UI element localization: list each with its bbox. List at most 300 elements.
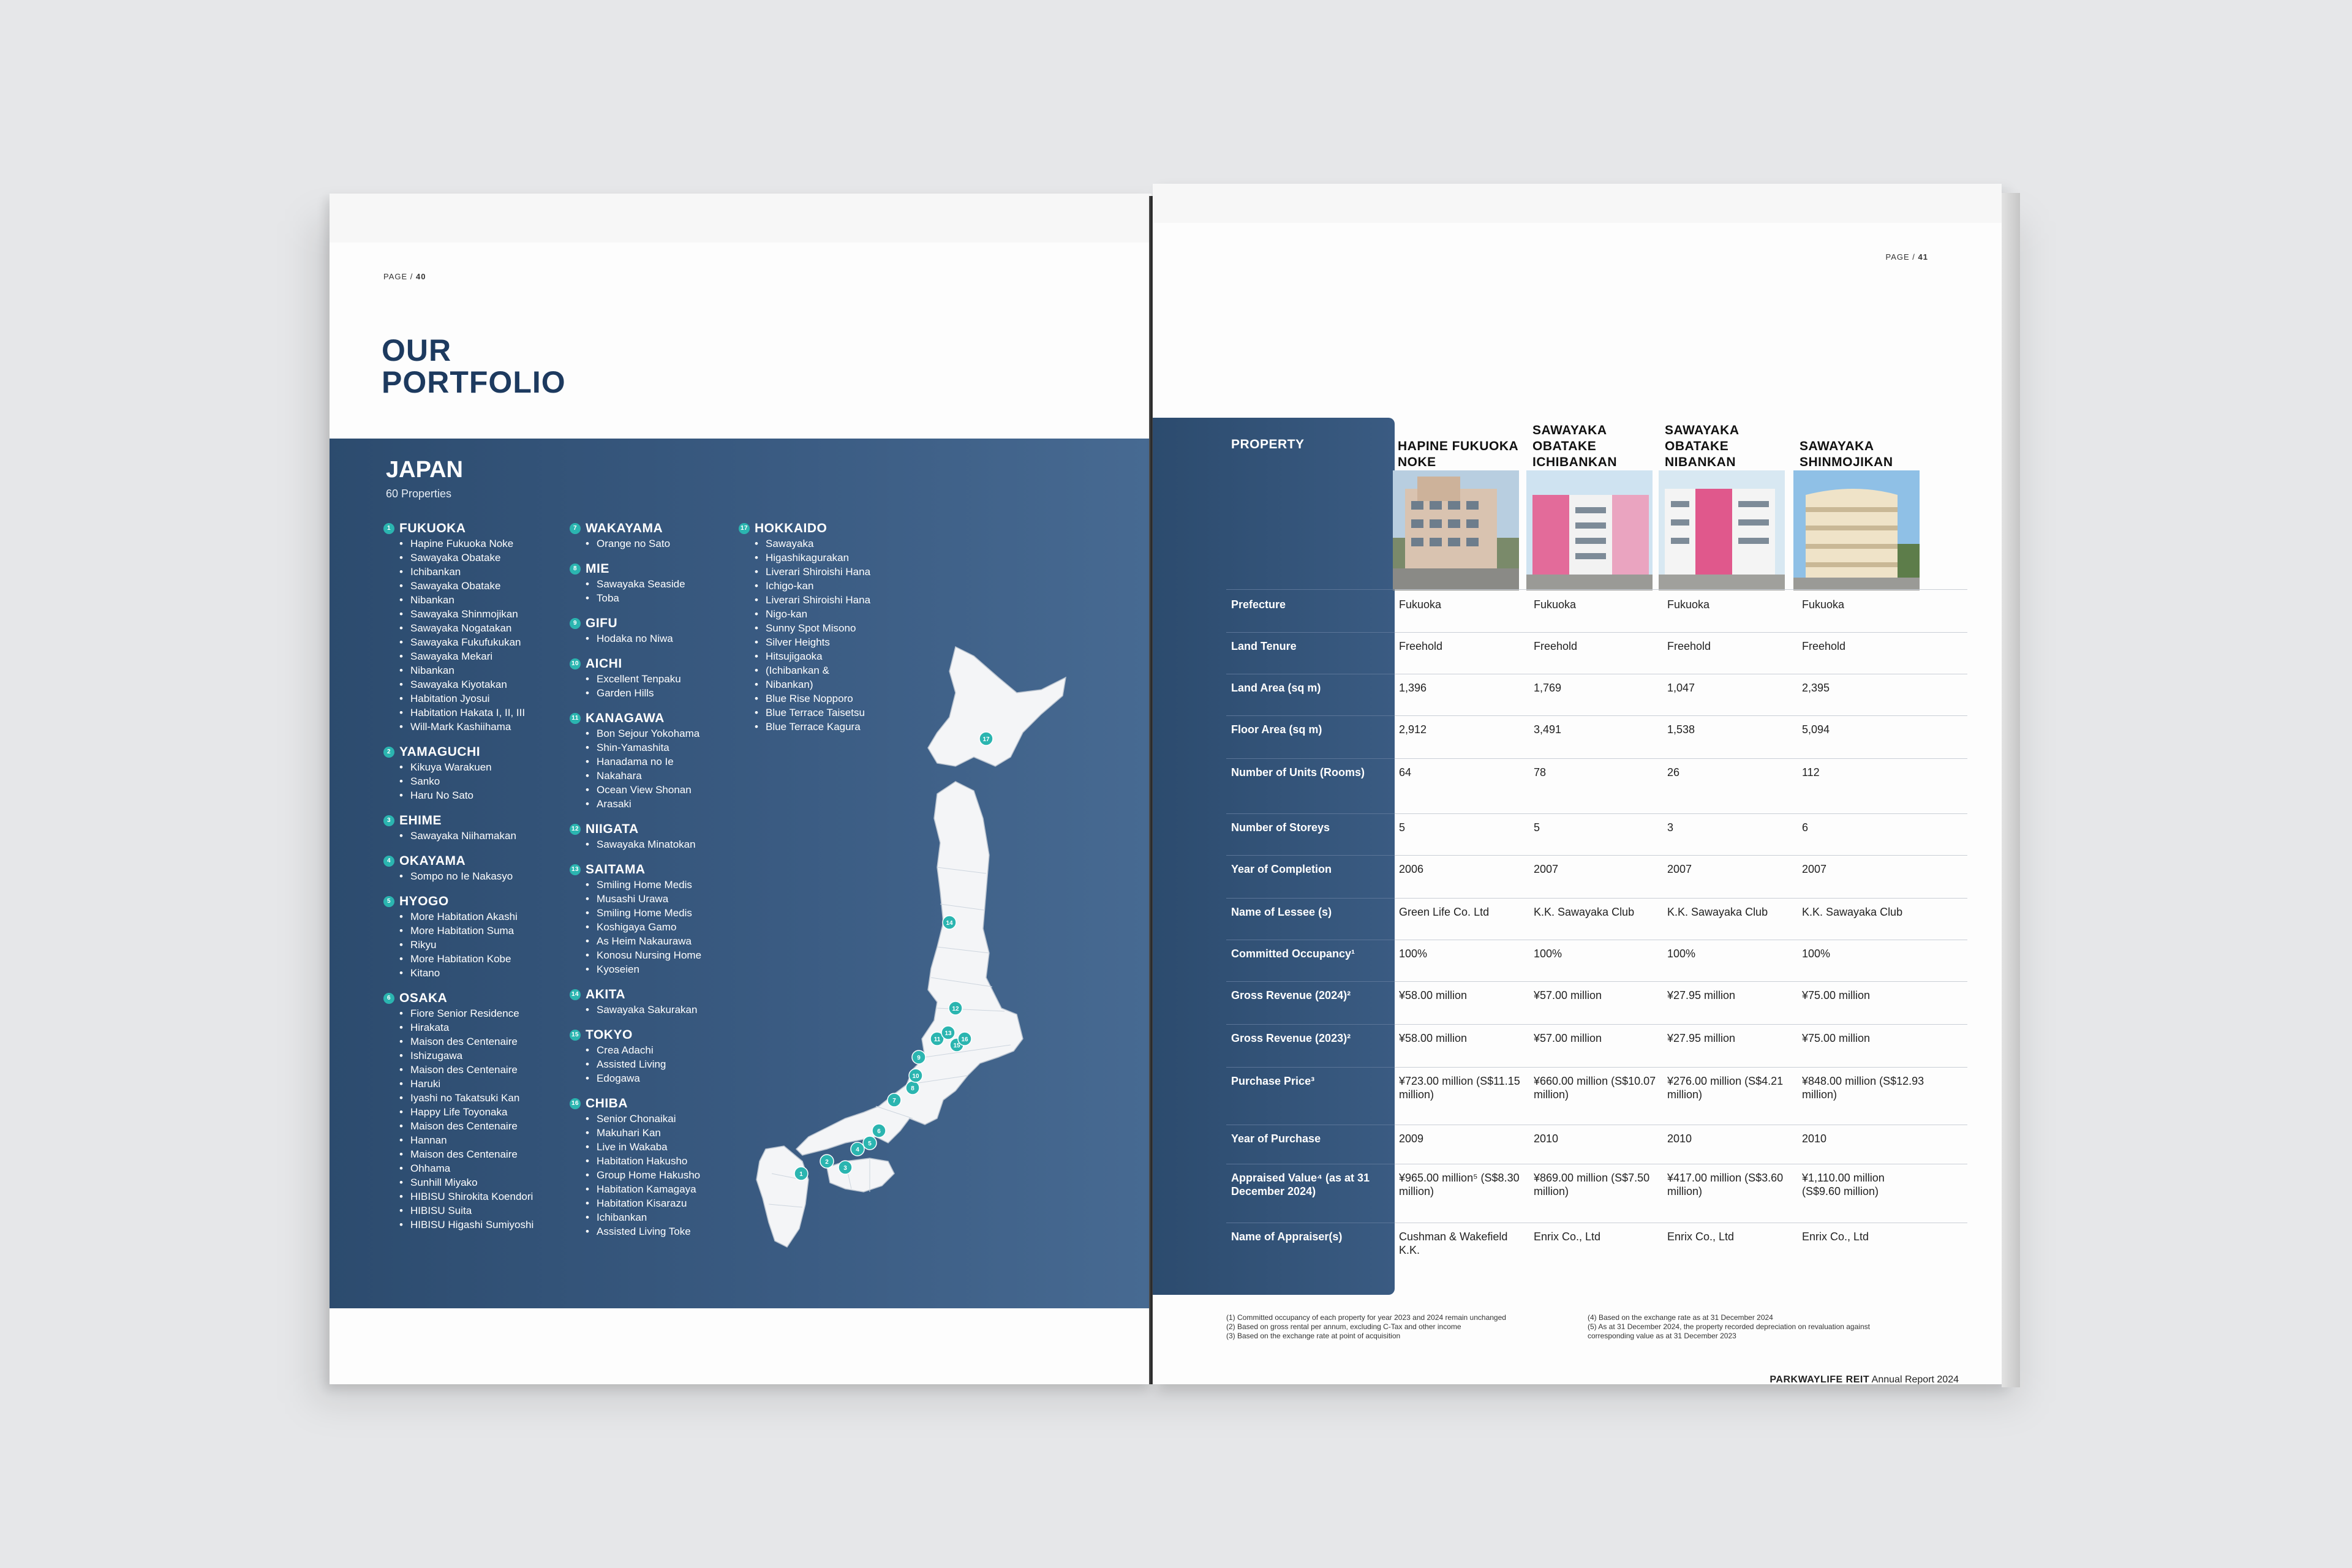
property-list-item: • Ishizugawa	[399, 1049, 567, 1063]
property-list	[399, 869, 567, 883]
table-cell: ¥27.95 million	[1667, 989, 1736, 1001]
region-name: NIIGATA	[586, 822, 639, 836]
table-cell: ¥57.00 million	[1534, 1032, 1602, 1044]
property-list-item: • Hapine Fukuoka Noke	[399, 537, 567, 551]
map-marker-number: 7	[892, 1098, 896, 1104]
property-list-item: • Sawayaka Shinmojikan	[399, 607, 567, 621]
table-cell: K.K. Sawayaka Club	[1534, 906, 1635, 918]
table-cell: 2,912	[1399, 723, 1427, 736]
region-block	[383, 813, 567, 843]
property-list-item: • Makuhari Kan	[586, 1126, 747, 1140]
region-number-badge: 4	[383, 856, 394, 867]
map-marker	[888, 1093, 901, 1107]
map-marker	[912, 1050, 925, 1064]
row-label: Land Tenure	[1231, 640, 1297, 652]
row-label: Purchase Price³	[1231, 1075, 1315, 1087]
map-marker-number: 2	[825, 1159, 829, 1166]
region-number-badge: 16	[570, 1098, 581, 1109]
region-block	[570, 562, 747, 605]
region-number-badge: 10	[570, 658, 581, 669]
row-divider	[1395, 981, 1967, 982]
property-list-item: • HIBISU Higashi Sumiyoshi	[399, 1218, 567, 1232]
report-brand: PARKWAYLIFE REIT Annual Report 2024	[1770, 1374, 1959, 1384]
property-list-item: • Nakahara	[586, 769, 747, 783]
table-cell: K.K. Sawayaka Club	[1802, 906, 1903, 918]
map-marker	[794, 1167, 808, 1180]
table-cell: Fukuoka	[1802, 598, 1845, 611]
row-divider	[1395, 1024, 1967, 1025]
region-number-badge: 3	[383, 815, 394, 826]
table-cell: ¥660.00 million (S$10.07 million)	[1534, 1075, 1656, 1101]
region-block	[570, 616, 747, 646]
property-list-item: • Musashi Urawa	[586, 892, 747, 906]
right-page	[1153, 184, 2002, 1384]
table-cell: 64	[1399, 766, 1412, 778]
map-marker-number: 1	[799, 1171, 803, 1178]
row-label: Gross Revenue (2023)²	[1231, 1032, 1351, 1044]
table-cell: Freehold	[1399, 640, 1443, 652]
property-list-item: • Smiling Home Medis	[586, 906, 747, 920]
map-marker	[872, 1124, 886, 1137]
region-block	[570, 987, 747, 1017]
property-photo-1	[1393, 470, 1519, 590]
table-cell: 100%	[1802, 948, 1831, 960]
region-number-badge: 2	[383, 747, 394, 758]
property-list-item: • Assisted Living Toke	[586, 1224, 747, 1238]
map-marker-number: 17	[982, 736, 990, 743]
map-marker	[906, 1081, 919, 1095]
region-name: YAMAGUCHI	[399, 745, 481, 759]
property-list-item: • Shin-Yamashita	[586, 741, 747, 755]
property-list-item: • Happy Life Toyonaka	[399, 1105, 567, 1119]
property-list-item: • Sawayaka	[755, 537, 916, 551]
property-list-item: • Sawayaka Kiyotakan	[399, 677, 567, 692]
property-list-item: • Assisted Living	[586, 1057, 747, 1071]
property-list-item: • Crea Adachi	[586, 1043, 747, 1057]
row-divider	[1395, 855, 1967, 856]
region-block	[383, 991, 567, 1232]
region-number-badge: 13	[570, 864, 581, 875]
region-heading	[383, 813, 567, 827]
map-marker-number: 3	[843, 1165, 847, 1172]
region-name: OKAYAMA	[399, 854, 466, 868]
property-list	[586, 631, 747, 646]
table-cell: Enrix Co., Ltd	[1667, 1231, 1735, 1243]
row-divider	[1226, 715, 1395, 716]
row-divider	[1226, 981, 1395, 982]
table-cell: 2006	[1399, 863, 1424, 875]
row-label: Year of Completion	[1231, 863, 1332, 875]
table-cell: ¥75.00 million	[1802, 1032, 1871, 1044]
region-block	[570, 657, 747, 700]
table-cell: 112	[1802, 766, 1820, 778]
footnotes-left	[1226, 1313, 1506, 1341]
table-cell: 2010	[1802, 1133, 1827, 1145]
property-list	[586, 726, 747, 811]
region-name: GIFU	[586, 616, 618, 630]
table-cell: 2007	[1534, 863, 1559, 875]
row-divider	[1395, 758, 1967, 759]
region-name: TOKYO	[586, 1028, 633, 1042]
region-number-badge: 9	[570, 618, 581, 629]
row-divider	[1395, 1067, 1967, 1068]
property-list-item: • Sawayaka Obatake	[399, 579, 567, 593]
region-name: CHIBA	[586, 1096, 628, 1110]
property-list-item: • HIBISU Shirokita Koendori	[399, 1189, 567, 1204]
region-name: OSAKA	[399, 991, 448, 1005]
row-divider	[1226, 898, 1395, 899]
property-list-item: • Nibankan	[399, 663, 567, 677]
property-photo-2	[1526, 470, 1653, 590]
property-list-item: • Arasaki	[586, 797, 747, 811]
property-list-item: • More Habitation Akashi	[399, 910, 567, 924]
table-cell: Green Life Co. Ltd	[1399, 906, 1490, 918]
property-list-item: • Sawayaka Obatake	[399, 551, 567, 565]
map-marker	[863, 1136, 876, 1150]
property-list-item: • Sunny Spot Misono	[755, 621, 916, 635]
region-heading	[570, 657, 747, 671]
property-list-item: • Maison des Centenaire	[399, 1119, 567, 1133]
property-list	[399, 537, 567, 734]
table-cell: 2010	[1667, 1133, 1692, 1145]
property-list-item: • More Habitation Suma	[399, 924, 567, 938]
property-list-item: • Kitano	[399, 966, 567, 980]
region-name: EHIME	[399, 813, 442, 827]
map-marker	[943, 916, 956, 929]
property-list-item: • Orange no Sato	[586, 537, 747, 551]
map-marker	[820, 1155, 834, 1168]
table-cell: ¥848.00 million (S$12.93 million)	[1802, 1075, 1924, 1101]
region-number-badge: 5	[383, 896, 394, 907]
region-number-badge: 1	[383, 523, 394, 534]
map-marker	[949, 1001, 962, 1015]
page-title: OUR PORTFOLIO	[382, 333, 566, 399]
region-heading	[383, 854, 567, 868]
table-cell: ¥27.95 million	[1667, 1032, 1736, 1044]
region-name: KANAGAWA	[586, 711, 665, 725]
region-block	[570, 862, 747, 976]
property-name-2: SAWAYAKA OBATAKE ICHIBANKAN	[1532, 423, 1617, 469]
property-list-item: • Ohhama	[399, 1161, 567, 1175]
property-name-4: SAWAYAKA SHINMOJIKAN	[1800, 439, 1893, 469]
footnote: (2) Based on gross rental per annum, excluding C-Tax and other income	[1226, 1322, 1461, 1331]
property-list-item: • Habitation Kisarazu	[586, 1196, 747, 1210]
table-cell: Cushman & Wakefield K.K.	[1399, 1231, 1508, 1256]
region-heading	[739, 521, 916, 535]
property-list-item: • Sawayaka Minatokan	[586, 837, 747, 851]
region-number-badge: 6	[383, 993, 394, 1004]
footnote: (3) Based on the exchange rate at point of acquisition	[1226, 1332, 1401, 1340]
table-cell: 6	[1802, 821, 1809, 834]
row-divider	[1226, 758, 1395, 759]
property-list-item: • Liverari Shiroishi Hana	[755, 565, 916, 579]
region-number-badge: 7	[570, 523, 581, 534]
table-cell: ¥57.00 million	[1534, 989, 1602, 1001]
property-list	[586, 537, 747, 551]
table-cell: 2007	[1802, 863, 1827, 875]
property-list	[586, 1003, 747, 1017]
property-list-item: • Hannan	[399, 1133, 567, 1147]
row-divider	[1226, 1067, 1395, 1068]
table-cell: ¥276.00 million (S$4.21 million)	[1667, 1075, 1784, 1101]
region-block	[383, 894, 567, 980]
region-heading	[570, 1028, 747, 1042]
property-name-1: HAPINE FUKUOKA NOKE	[1398, 439, 1518, 469]
region-heading	[383, 991, 567, 1005]
property-list-item: • Habitation Kamagaya	[586, 1182, 747, 1196]
region-heading	[383, 894, 567, 908]
region-number-badge: 12	[570, 824, 581, 835]
footnote: (5) As at 31 December 2024, the property recorded depreciation on revaluation against	[1588, 1322, 1870, 1331]
property-list-item: • Kikuya Warakuen	[399, 760, 567, 774]
left-page	[330, 194, 1152, 1384]
region-block	[383, 521, 567, 734]
region-name: SAITAMA	[586, 862, 646, 876]
table-cell: ¥965.00 million⁵ (S$8.30 million)	[1399, 1172, 1520, 1197]
region-block	[570, 822, 747, 851]
row-label: Appraised Value⁴ (as at 31 December 2024)	[1231, 1172, 1370, 1197]
region-heading	[570, 822, 747, 836]
property-list-item: • Sunhill Miyako	[399, 1175, 567, 1189]
map-marker-number: 6	[877, 1128, 881, 1135]
table-cell: 3,491	[1534, 723, 1562, 736]
property-list-item: • More Habitation Kobe	[399, 952, 567, 966]
row-divider	[1395, 715, 1967, 716]
region-number-badge: 15	[570, 1030, 581, 1041]
property-column-label: PROPERTY	[1231, 437, 1305, 451]
property-list-item: • Blue Terrace Taisetsu	[755, 706, 916, 720]
footnote: (1) Committed occupancy of each property for year 2023 and 2024 remain unchanged	[1226, 1313, 1506, 1322]
row-divider	[1395, 632, 1967, 633]
property-list-item: • Blue Rise Nopporo	[755, 692, 916, 706]
table-cell: 5,094	[1802, 723, 1830, 736]
property-list-item: • Hanadama no Ie	[586, 755, 747, 769]
table-cell: 100%	[1534, 948, 1562, 960]
region-heading	[570, 562, 747, 576]
property-list-item: • Will-Mark Kashiihama	[399, 720, 567, 734]
page-edge	[2002, 193, 2020, 1387]
row-divider	[1395, 813, 1967, 814]
map-marker-number: 14	[946, 920, 953, 927]
property-list-item: • Iyashi no Takatsuki Kan	[399, 1091, 567, 1105]
country-title: JAPAN	[386, 457, 463, 483]
table-cell: 3	[1667, 821, 1674, 834]
table-cell: Fukuoka	[1399, 598, 1442, 611]
table-cell: Freehold	[1667, 640, 1711, 652]
property-list-item: • Ocean View Shonan	[586, 783, 747, 797]
property-list-item: • Higashikagurakan	[755, 551, 916, 565]
table-cell: Fukuoka	[1534, 598, 1577, 611]
right-sheet	[1153, 223, 2002, 1384]
left-sheet	[330, 243, 1152, 1384]
page-number-left: PAGE / 40	[383, 272, 426, 281]
property-list	[586, 577, 747, 605]
row-label: Floor Area (sq m)	[1231, 723, 1322, 736]
table-cell: Freehold	[1802, 640, 1846, 652]
japan-panel	[330, 439, 1152, 1308]
footnotes-right	[1588, 1313, 1870, 1341]
row-label: Number of Units (Rooms)	[1231, 766, 1365, 778]
table-cell: 2010	[1534, 1133, 1559, 1145]
row-label: Prefecture	[1231, 598, 1286, 611]
footnote: (4) Based on the exchange rate as at 31 December 2024	[1588, 1313, 1773, 1322]
region-heading	[570, 987, 747, 1001]
region-number-badge: 14	[570, 989, 581, 1000]
row-label: Gross Revenue (2024)²	[1231, 989, 1351, 1001]
property-list-item: • Sompo no Ie Nakasyo	[399, 869, 567, 883]
region-name: WAKAYAMA	[586, 521, 663, 535]
property-list-item: • Hitsujigaoka	[755, 649, 916, 663]
property-list-item: • Rikyu	[399, 938, 567, 952]
table-cell: 5	[1534, 821, 1540, 834]
map-marker-number: 10	[912, 1073, 919, 1080]
table-cell: K.K. Sawayaka Club	[1667, 906, 1768, 918]
table-cell: Enrix Co., Ltd	[1534, 1231, 1601, 1243]
region-block	[570, 521, 747, 551]
row-divider	[1226, 589, 1395, 590]
property-list	[399, 829, 567, 843]
footnote: corresponding value as at 31 December 2023	[1588, 1332, 1736, 1340]
property-list-item: • Sawayaka Nogatakan	[399, 621, 567, 635]
map-marker	[958, 1032, 971, 1046]
table-cell: Fukuoka	[1667, 598, 1710, 611]
row-divider	[1226, 1024, 1395, 1025]
region-name: AKITA	[586, 987, 626, 1001]
property-list-item: • Fiore Senior Residence	[399, 1006, 567, 1020]
row-divider	[1395, 898, 1967, 899]
property-list-item: • Sawayaka Sakurakan	[586, 1003, 747, 1017]
property-list	[399, 760, 567, 802]
property-list-item: • Toba	[586, 591, 747, 605]
table-cell: 1,396	[1399, 682, 1427, 694]
table-cell: Freehold	[1534, 640, 1578, 652]
region-heading	[383, 745, 567, 759]
property-list-item: • Garden Hills	[586, 686, 747, 700]
property-list	[399, 1006, 567, 1232]
region-number-badge: 17	[739, 523, 750, 534]
region-number-badge: 11	[570, 713, 581, 724]
row-label: Year of Purchase	[1231, 1133, 1321, 1145]
property-list-item: • Maison des Centenaire	[399, 1035, 567, 1049]
property-list-item: • Silver Heights	[755, 635, 916, 649]
property-photo-4	[1793, 470, 1920, 590]
property-list-item: • Hirakata	[399, 1020, 567, 1035]
table-cell: ¥75.00 million	[1802, 989, 1871, 1001]
region-heading	[570, 862, 747, 876]
table-cell: ¥417.00 million (S$3.60 million)	[1667, 1172, 1784, 1197]
property-list-item: • Nigo-kan	[755, 607, 916, 621]
property-list-item: • Habitation Hakata I, II, III	[399, 706, 567, 720]
property-list	[586, 878, 747, 976]
property-list-item: • Haruki	[399, 1077, 567, 1091]
row-label: Name of Lessee (s)	[1231, 906, 1332, 918]
property-list-item: • Bon Sejour Yokohama	[586, 726, 747, 741]
map-marker-number: 8	[911, 1085, 914, 1092]
region-name: MIE	[586, 562, 609, 576]
map-marker-number: 5	[868, 1140, 872, 1147]
table-cell: 2009	[1399, 1133, 1424, 1145]
map-marker	[851, 1142, 864, 1156]
map-marker-number: 15	[953, 1042, 960, 1049]
region-name: AICHI	[586, 657, 622, 671]
map-marker	[909, 1069, 922, 1082]
region-block	[570, 1028, 747, 1085]
table-cell: 5	[1399, 821, 1406, 834]
map-marker-number: 16	[961, 1036, 968, 1043]
japan-map	[753, 635, 1133, 1278]
property-list	[586, 672, 747, 700]
property-list-item: • Kyoseien	[586, 962, 747, 976]
table-cell: 100%	[1667, 948, 1696, 960]
property-list-item: • Haru No Sato	[399, 788, 567, 802]
property-list-item: • Sawayaka Fukufukukan	[399, 635, 567, 649]
property-list-item: • As Heim Nakaurawa	[586, 934, 747, 948]
property-list-item: • Maison des Centenaire	[399, 1147, 567, 1161]
property-list-item: • Live in Wakaba	[586, 1140, 747, 1154]
property-list-item: • Habitation Jyosui	[399, 692, 567, 706]
table-cell: 78	[1534, 766, 1547, 778]
region-name: HOKKAIDO	[755, 521, 827, 535]
property-name-3: SAWAYAKA OBATAKE NIBANKAN	[1665, 423, 1739, 469]
row-divider	[1226, 855, 1395, 856]
region-number-badge: 8	[570, 564, 581, 575]
property-list-item: • Ichigo-kan	[755, 579, 916, 593]
region-block	[570, 711, 747, 811]
property-list-item: • Hodaka no Niwa	[586, 631, 747, 646]
property-list-item: • (Ichibankan &	[755, 663, 916, 677]
property-list-item: • Liverari Shiroishi Hana	[755, 593, 916, 607]
property-list-item: • Smiling Home Medis	[586, 878, 747, 892]
row-divider	[1226, 632, 1395, 633]
row-label: Land Area (sq m)	[1231, 682, 1321, 694]
region-heading	[570, 616, 747, 630]
map-marker-number: 13	[944, 1030, 952, 1037]
table-cell: 26	[1667, 766, 1680, 778]
region-heading	[570, 711, 747, 725]
property-list-item: • Nibankan	[399, 593, 567, 607]
row-label: Committed Occupancy¹	[1231, 948, 1355, 960]
property-list-item: • Ichibankan	[399, 565, 567, 579]
region-name: FUKUOKA	[399, 521, 466, 535]
region-heading	[570, 1096, 747, 1110]
table-cell: ¥1,110.00 million (S$9.60 million)	[1802, 1172, 1885, 1197]
property-list-item: • Group Home Hakusho	[586, 1168, 747, 1182]
map-marker	[979, 732, 993, 745]
property-list-item: • Sawayaka Mekari	[399, 649, 567, 663]
property-list	[586, 837, 747, 851]
property-list	[586, 1043, 747, 1085]
property-list-item: • Maison des Centenaire	[399, 1063, 567, 1077]
table-cell: 2,395	[1802, 682, 1830, 694]
map-marker	[941, 1026, 955, 1039]
property-list-item: • Senior Chonaikai	[586, 1112, 747, 1126]
table-cell: ¥58.00 million	[1399, 989, 1468, 1001]
property-list-item: • Koshigaya Gamo	[586, 920, 747, 934]
property-list-item: • Sawayaka Seaside	[586, 577, 747, 591]
property-list-item: • Blue Terrace Kagura	[755, 720, 916, 734]
row-label: Name of Appraiser(s)	[1231, 1231, 1343, 1243]
region-heading	[570, 521, 747, 535]
table-cell: ¥869.00 million (S$7.50 million)	[1534, 1172, 1650, 1197]
table-cell: 1,538	[1667, 723, 1695, 736]
region-block	[570, 1096, 747, 1238]
property-list-item: • Ichibankan	[586, 1210, 747, 1224]
map-marker-number: 11	[933, 1036, 941, 1043]
property-list-item: • Sanko	[399, 774, 567, 788]
property-list-item: • HIBISU Suita	[399, 1204, 567, 1218]
row-divider	[1395, 589, 1967, 590]
map-marker-number: 9	[917, 1055, 921, 1061]
